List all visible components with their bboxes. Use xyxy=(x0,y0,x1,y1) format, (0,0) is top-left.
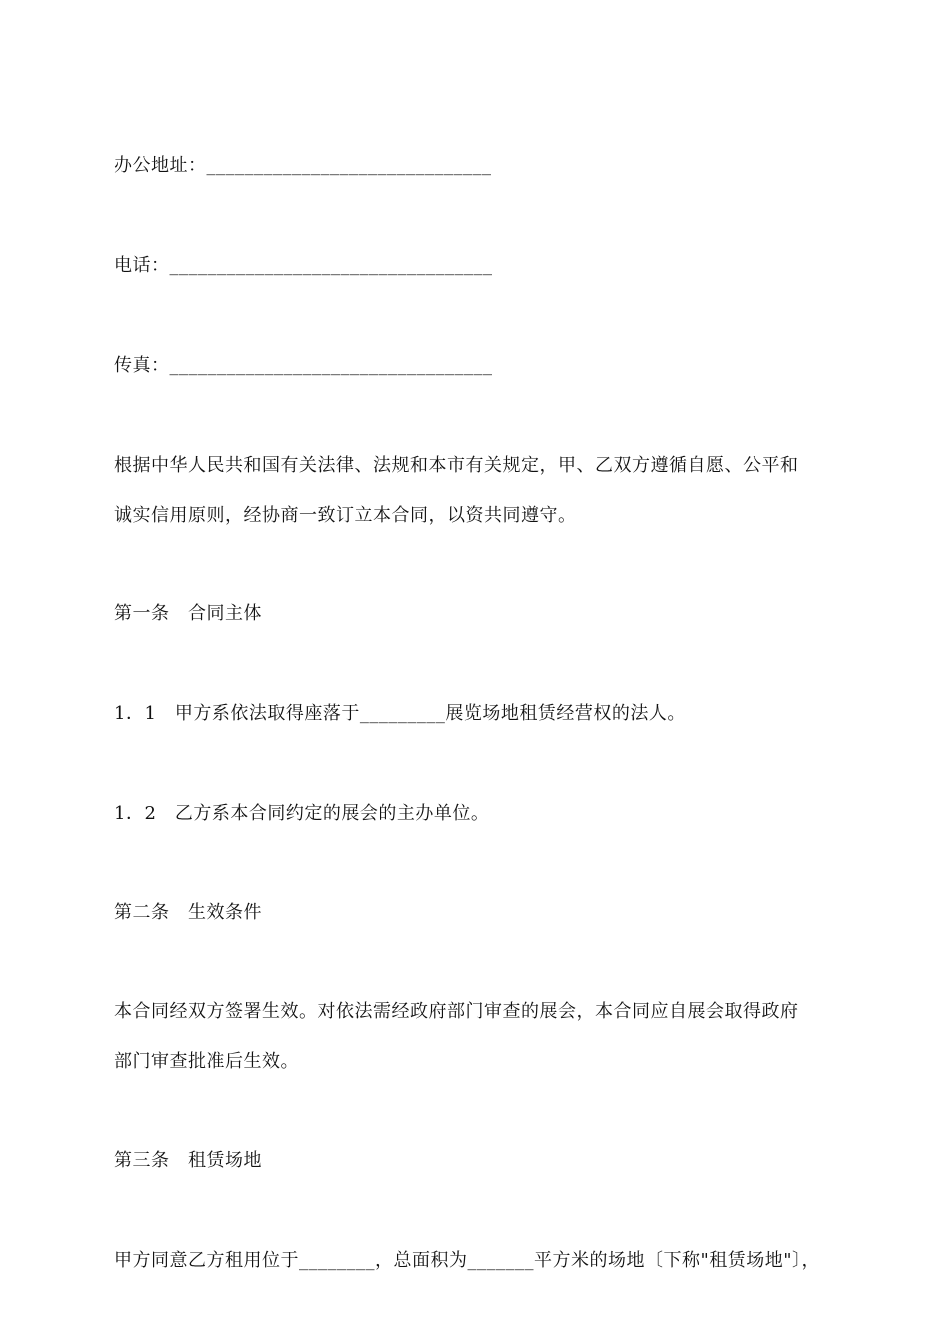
article-2-body-line-2: 部门审查批准后生效。 xyxy=(114,1051,299,1072)
preamble-line-2: 诚实信用原则，经协商一致订立本合同，以资共同遵守。 xyxy=(114,505,577,526)
article-1-heading: 第一条 合同主体 xyxy=(114,603,262,624)
clause-1-2: 1．2 乙方系本合同约定的展会的主办单位。 xyxy=(114,803,490,824)
article-3-heading: 第三条 租赁场地 xyxy=(114,1150,262,1171)
office-address-line: 办公地址：______________________________ xyxy=(114,155,492,176)
fax-line: 传真：__________________________________ xyxy=(114,355,493,376)
article-3-body-line-1: 甲方同意乙方租用位于________，总面积为_______平方米的场地〔下称"租赁场地"〕， xyxy=(114,1250,821,1271)
preamble-line-1: 根据中华人民共和国有关法律、法规和本市有关规定，甲、乙双方遵循自愿、公平和 xyxy=(114,455,799,476)
article-2-body-line-1: 本合同经双方签署生效。对依法需经政府部门审查的展会，本合同应自展会取得政府 xyxy=(114,1001,799,1022)
clause-1-1: 1．1 甲方系依法取得座落于_________展览场地租赁经营权的法人。 xyxy=(114,703,686,724)
article-2-heading: 第二条 生效条件 xyxy=(114,902,262,923)
phone-line: 电话：__________________________________ xyxy=(114,255,493,276)
